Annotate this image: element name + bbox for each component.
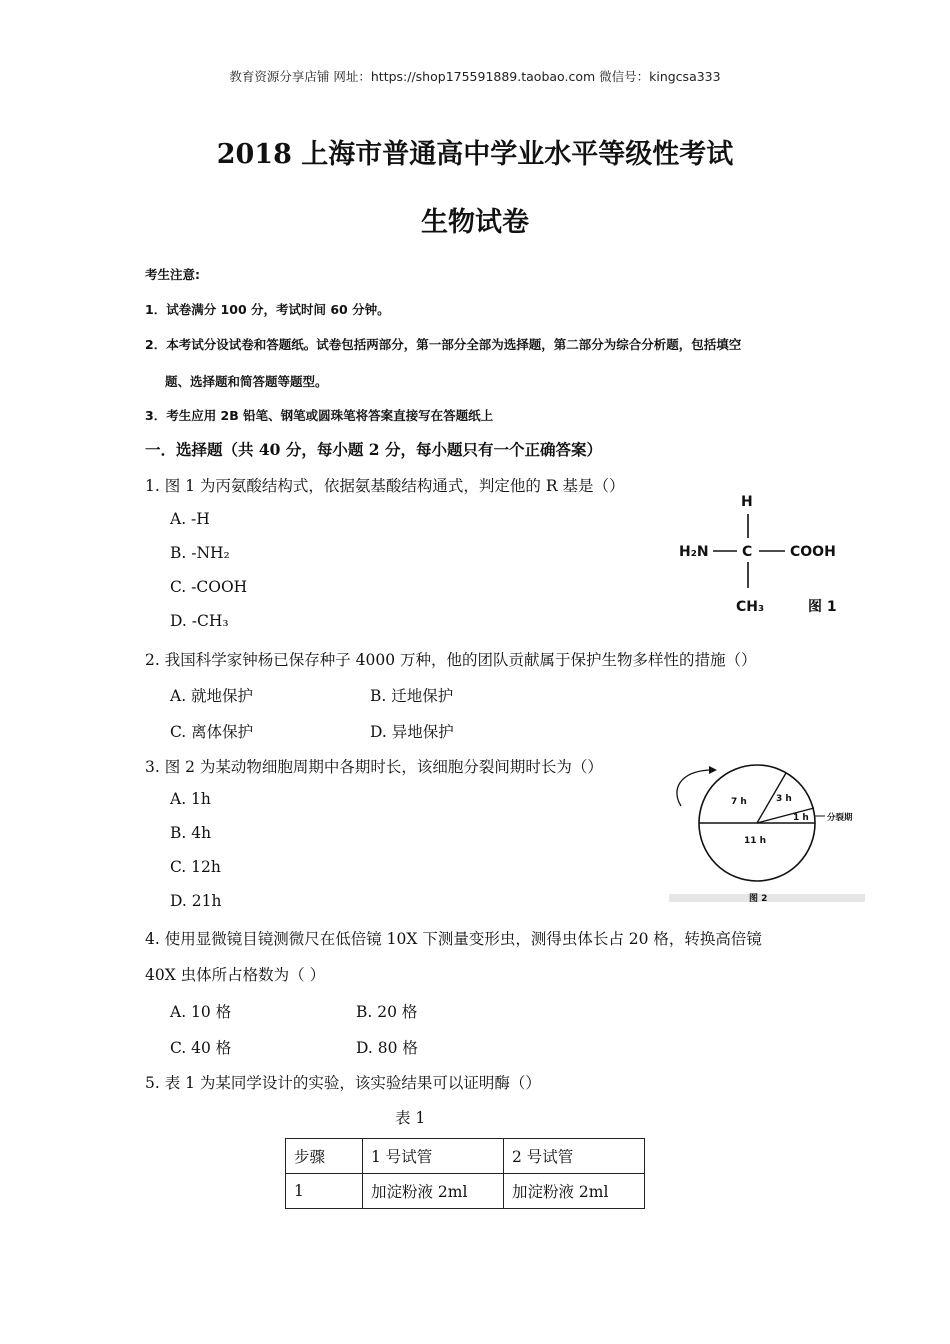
fig2-label-7h: 7 h <box>731 797 747 807</box>
q3-option-b: B. 4h <box>170 824 212 842</box>
q2-option-b: B. 迁地保护 <box>370 687 454 705</box>
notice-item-2: 2．本考试分设试卷和答题纸。试卷包括两部分，第一部分全部为选择题，第二部分为综合分析题，包括填空 <box>145 337 742 352</box>
fig1-label: 图 1 <box>808 599 837 615</box>
exam-subtitle: 生物试卷 <box>421 207 529 238</box>
q2-option-a: A. 就地保护 <box>170 687 254 705</box>
fig1-top-h: H <box>741 494 753 510</box>
fig1-bottom-ch3: CH₃ <box>736 599 765 615</box>
table-header-cell: 步骤 <box>286 1139 363 1174</box>
fig2-label-3h: 3 h <box>776 794 792 804</box>
q3-option-a: A. 1h <box>170 790 211 808</box>
q1-option-b: B. -NH₂ <box>170 544 230 562</box>
q4-option-d: D. 80 格 <box>356 1039 418 1057</box>
fig2-arrow-head <box>709 766 717 774</box>
fig2-label: 图 2 <box>749 894 768 904</box>
table-1-caption: 表 1 <box>395 1109 426 1127</box>
q1-option-c: C. -COOH <box>170 578 248 596</box>
notice-item-3: 3．考生应用 2B 铅笔、钢笔或圆珠笔将答案直接写在答题纸上 <box>145 408 494 423</box>
question-2-stem: 2. 我国科学家钟杨已保存种子 4000 万种，他的团队贡献属于保护生物多样性的措施（） <box>145 651 757 669</box>
q4-option-b: B. 20 格 <box>356 1003 418 1021</box>
question-1-stem: 1. 图 1 为丙氨酸结构式，依据氨基酸结构通式，判定他的 R 基是（） <box>145 477 625 495</box>
page-header: 教育资源分享店铺 网址：https://shop175591889.taobao.com 微信号：kingcsa333 <box>229 69 721 84</box>
fig1-right-cooh: COOH <box>790 544 836 560</box>
table-cell: 1 <box>286 1174 363 1209</box>
table-header-cell: 1 号试管 <box>363 1139 504 1174</box>
fig2-label-1h: 1 h <box>793 813 809 823</box>
q1-option-a: A. -H <box>170 510 210 528</box>
question-5-stem: 5. 表 1 为某同学设计的实验，该实验结果可以证明酶（） <box>145 1074 541 1092</box>
question-3-stem: 3. 图 2 为某动物细胞周期中各期时长，该细胞分裂间期时长为（） <box>145 758 603 776</box>
question-4-stem-1: 4. 使用显微镜目镜测微尺在低倍镜 10X 下测量变形虫，测得虫体长占 20 格，转换高倍镜 <box>145 930 762 948</box>
table-row <box>286 1174 645 1209</box>
table-cell: 加淀粉液 2ml <box>504 1174 645 1209</box>
figure-1-alanine <box>670 488 850 620</box>
fig1-center-c: C <box>742 544 753 560</box>
q4-option-a: A. 10 格 <box>170 1003 232 1021</box>
q1-option-d: D. -CH₃ <box>170 612 229 630</box>
figure-2-cell-cycle <box>665 758 865 906</box>
section-heading: 一．选择题（共 40 分，每小题 2 分，每小题只有一个正确答案） <box>145 440 602 459</box>
notice-heading: 考生注意: <box>145 267 200 282</box>
q2-option-c: C. 离体保护 <box>170 723 254 741</box>
fig1-left-nh2: H₂N <box>679 544 709 560</box>
notice-item-1: 1．试卷满分 100 分，考试时间 60 分钟。 <box>145 302 390 317</box>
fig2-label-mitosis: 分裂期 <box>827 813 853 823</box>
exam-title: 2018 上海市普通高中学业水平等级性考试 <box>216 139 734 170</box>
table-header-cell: 2 号试管 <box>504 1139 645 1174</box>
table-header-row <box>286 1139 645 1174</box>
q3-option-c: C. 12h <box>170 858 221 876</box>
table-cell: 加淀粉液 2ml <box>363 1174 504 1209</box>
q4-option-c: C. 40 格 <box>170 1039 232 1057</box>
notice-item-2-cont: 题、选择题和简答题等题型。 <box>165 374 328 389</box>
fig2-label-11h: 11 h <box>744 836 767 846</box>
table-1 <box>285 1138 645 1209</box>
q2-option-d: D. 异地保护 <box>370 723 454 741</box>
q3-option-d: D. 21h <box>170 892 222 910</box>
question-4-stem-2: 40X 虫体所占格数为（ ） <box>145 966 326 984</box>
